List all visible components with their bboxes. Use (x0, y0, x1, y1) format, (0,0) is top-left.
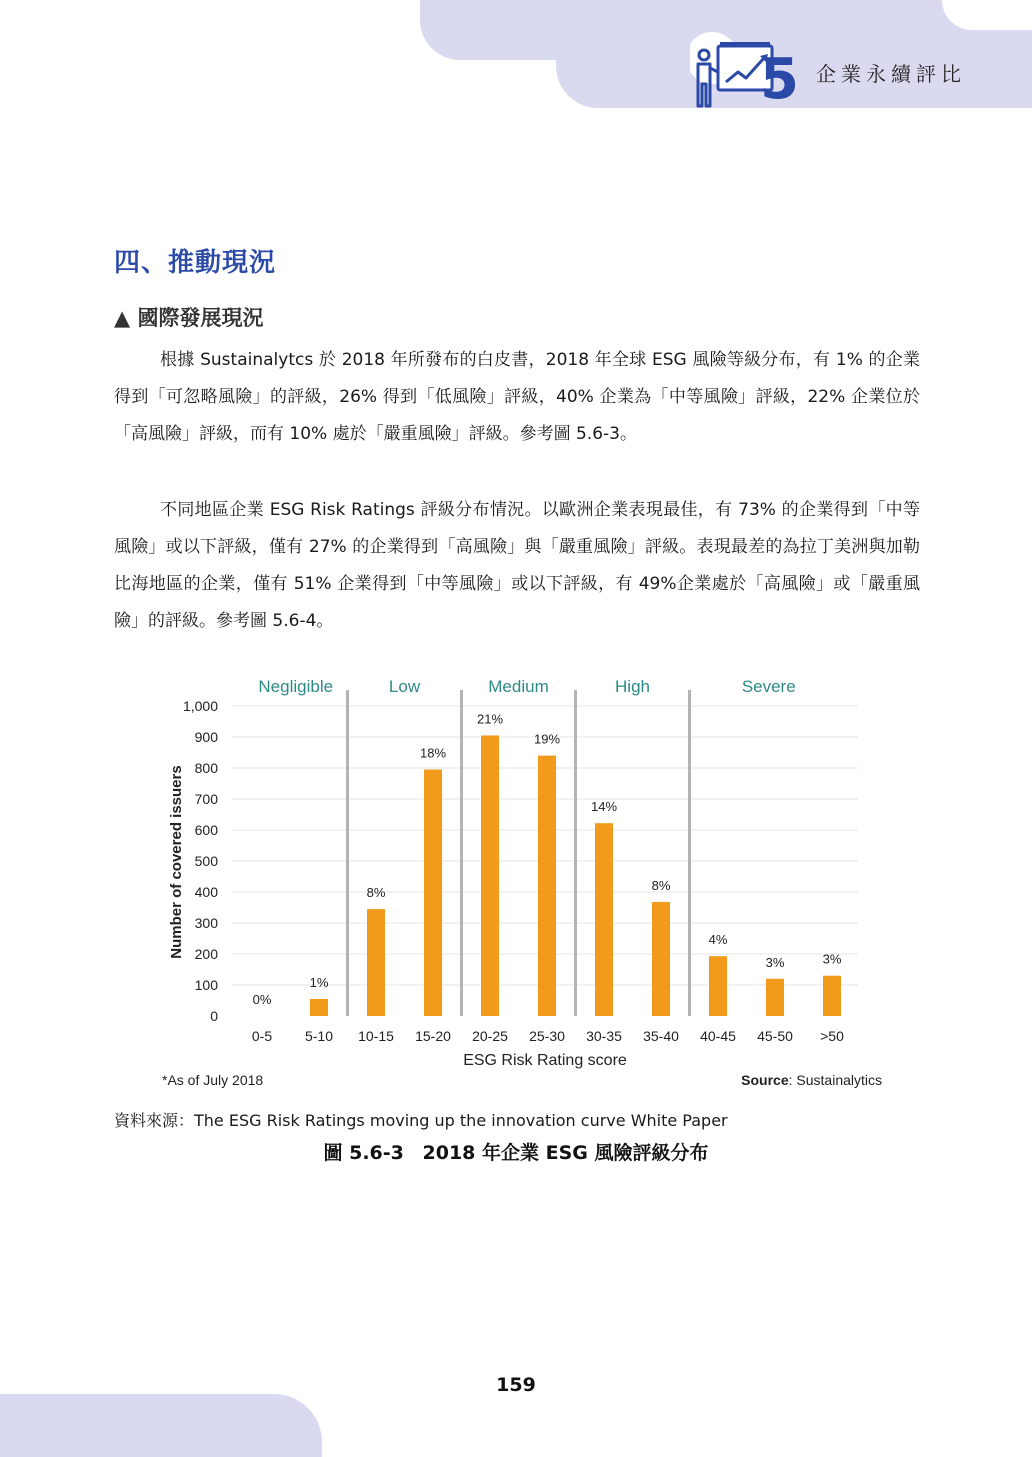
header-band-notch (942, 0, 1032, 30)
chart-note-date: *As of July 2018 (162, 1072, 264, 1088)
chart-note-source-prefix: Source (741, 1072, 789, 1088)
esg-risk-rating-bar-chart (160, 664, 890, 1100)
figure-caption-text: 2018 年企業 ESG 風險評級分布 (422, 1142, 709, 1164)
bar->50 (823, 976, 841, 1016)
y-tick-label: 500 (194, 853, 218, 869)
data-label: 8% (366, 885, 386, 901)
x-tick-label: 30-35 (586, 1028, 622, 1044)
data-label: 14% (590, 799, 618, 815)
bar-20-25 (481, 735, 499, 1016)
section-title: 四、推動現況 (114, 248, 277, 278)
bar-35-40 (652, 902, 670, 1016)
chart-y-ticks (183, 698, 218, 1024)
bar-15-20 (424, 770, 442, 1016)
y-tick-label: 900 (194, 729, 218, 745)
bar-40-45 (709, 956, 727, 1016)
band-label: Negligible (258, 677, 334, 696)
y-tick-label: 400 (194, 884, 218, 900)
chart-x-ticks (252, 1028, 844, 1044)
body-paragraph-1: 根據 Sustainalytcs 於 2018 年所發布的白皮書，2018 年全球 ESG 風險等級分布，有 1% 的企業得到「可忽略風險」的評級，26% 得到「低風險」評級，40% 企業為「中等風險」評級，22% 企業位於「高風險」評級，而有 10% 處於「嚴重風險」評級。參考圖 5.6-3。 (114, 350, 920, 444)
chart-note-source (741, 1072, 882, 1088)
chapter-number: 5 (760, 47, 799, 112)
chart-band-labels (258, 677, 795, 696)
x-tick-label: 0-5 (251, 1028, 273, 1044)
figure-caption (0, 1138, 1032, 1165)
band-label: High (615, 677, 650, 696)
y-tick-label: 700 (194, 791, 218, 807)
chart-x-axis-label: ESG Risk Rating score (463, 1052, 627, 1069)
data-label: 4% (708, 932, 728, 948)
chart-y-axis-label: Number of covered issuers (168, 765, 185, 959)
data-label: 0% (252, 992, 272, 1007)
y-tick-label: 0 (210, 1008, 218, 1024)
data-label: 3% (765, 954, 785, 970)
bar-10-15 (367, 909, 385, 1016)
chart-note-source-name: : Sustainalytics (788, 1072, 882, 1088)
data-label: 3% (822, 951, 842, 967)
data-label: 21% (476, 711, 504, 727)
chart-band-dividers (348, 690, 690, 1016)
figure-source: 資料來源：The ESG Risk Ratings moving up the innovation curve White Paper (114, 1111, 728, 1130)
figure-caption-number: 圖 5.6-3 (323, 1142, 404, 1164)
x-tick-label: 5-10 (304, 1028, 334, 1044)
data-label: 1% (309, 974, 329, 990)
footer-band (0, 1394, 322, 1457)
data-label: 8% (651, 877, 671, 893)
band-label: Low (388, 677, 421, 696)
bar-45-50 (766, 979, 784, 1016)
page-number: 159 (496, 1374, 536, 1396)
y-tick-label: 100 (194, 977, 218, 993)
x-tick-label: 20-25 (472, 1028, 508, 1044)
x-tick-label: >50 (820, 1028, 844, 1044)
x-tick-label: 45-50 (757, 1028, 793, 1044)
y-tick-label: 800 (194, 760, 218, 776)
x-tick-label: 15-20 (415, 1028, 451, 1044)
x-tick-label: 10-15 (358, 1028, 394, 1044)
y-tick-label: 300 (194, 915, 218, 931)
subsection-title: ▲ 國際發展現況 (114, 306, 264, 330)
band-label: Severe (741, 677, 796, 696)
body-paragraph-2: 不同地區企業 ESG Risk Ratings 評級分布情況。以歐洲企業表現最佳，有 73% 的企業得到「中等風險」或以下評級，僅有 27% 的企業得到「高風險」與「嚴重風險」評級。表現最差的為拉丁美洲與加勒比海地區的企業，僅有 51% 企業得到「中等風險」或以下評級，有 49%企業處於「高風險」或「嚴重風險」的評級。參考圖 5.6-4。 (114, 500, 920, 631)
bar-5-10 (310, 999, 328, 1016)
bar-30-35 (595, 823, 613, 1016)
y-tick-label: 1,000 (182, 698, 218, 714)
y-tick-label: 600 (194, 822, 218, 838)
chapter-title: 企業永續評比 (816, 62, 966, 86)
data-label: 19% (533, 731, 561, 747)
bar-25-30 (538, 756, 556, 1016)
x-tick-label: 35-40 (643, 1028, 679, 1044)
x-tick-label: 40-45 (700, 1028, 736, 1044)
data-label: 18% (419, 745, 447, 761)
band-label: Medium (488, 677, 549, 696)
x-tick-label: 25-30 (529, 1028, 565, 1044)
y-tick-label: 200 (194, 946, 218, 962)
